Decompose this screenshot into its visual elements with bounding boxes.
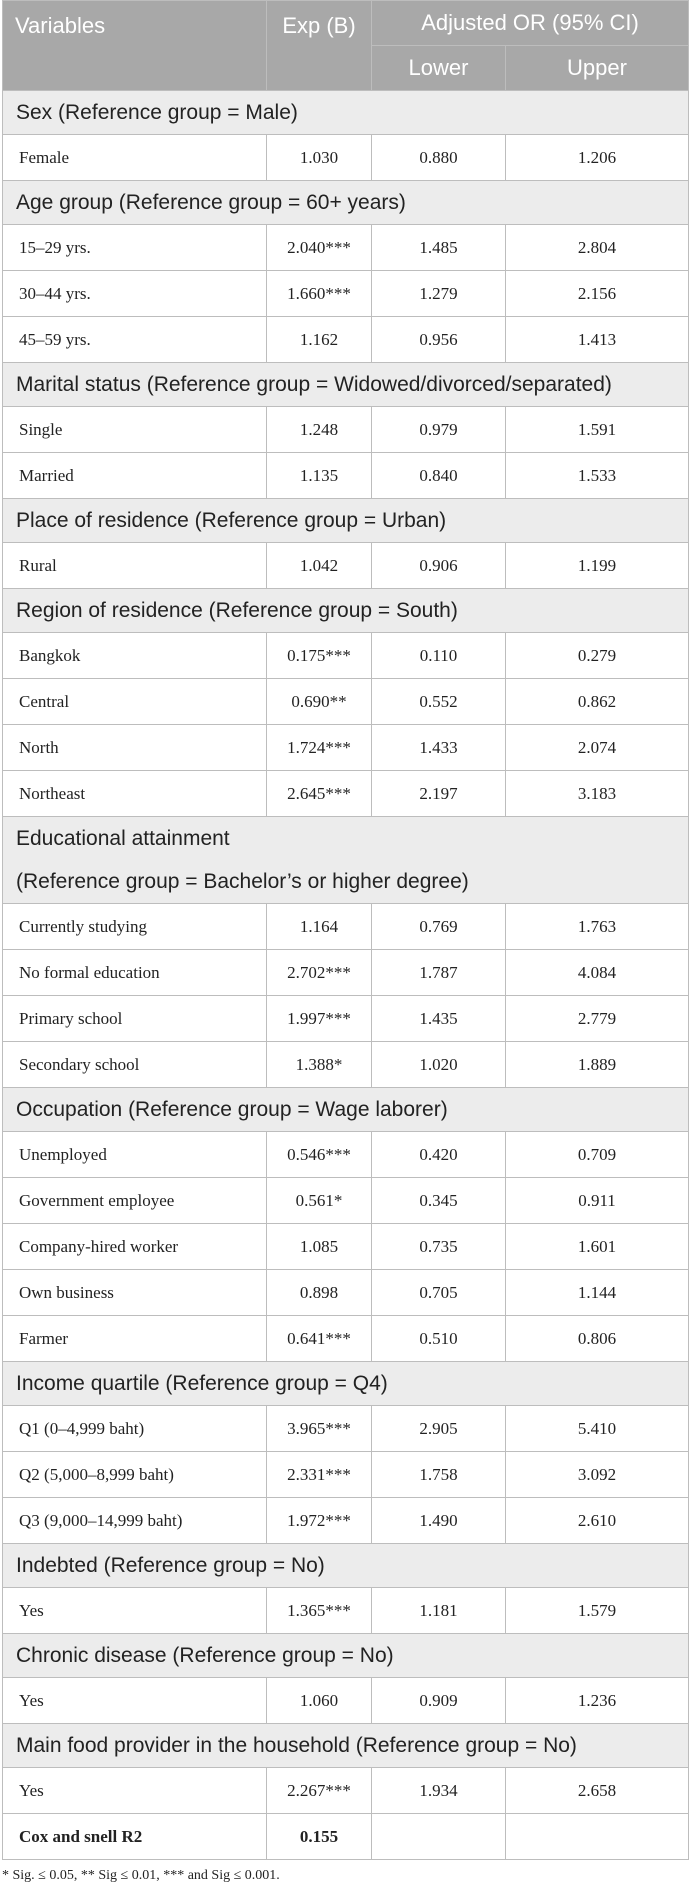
- lower-ci-cell: 0.510: [372, 1316, 506, 1362]
- lower-ci-cell: 0.552: [372, 679, 506, 725]
- section-row: [3, 499, 689, 543]
- exp-b-cell: 1.997***: [267, 996, 372, 1042]
- lower-ci-cell: 1.020: [372, 1042, 506, 1088]
- upper-ci-cell: 1.591: [506, 407, 689, 453]
- table-row: [3, 679, 689, 725]
- section-row: [3, 1362, 689, 1406]
- lower-ci-cell: 0.345: [372, 1178, 506, 1224]
- upper-ci-cell: 0.911: [506, 1178, 689, 1224]
- section-row: [3, 817, 689, 861]
- variable-cell: Q2 (5,000–8,999 baht): [3, 1452, 267, 1498]
- exp-b-cell: 0.546***: [267, 1132, 372, 1178]
- section-label: Occupation (Reference group = Wage laborer): [3, 1088, 689, 1132]
- section-row: [3, 1724, 689, 1768]
- table-body: [3, 91, 689, 1860]
- table-row: [3, 1224, 689, 1270]
- table-row: [3, 996, 689, 1042]
- table-row: [3, 317, 689, 363]
- table-row: [3, 771, 689, 817]
- exp-b-cell: 1.724***: [267, 725, 372, 771]
- lower-ci-cell: 1.758: [372, 1452, 506, 1498]
- variable-cell: Government employee: [3, 1178, 267, 1224]
- lower-ci-cell: 1.490: [372, 1498, 506, 1544]
- lower-ci-cell: 0.110: [372, 633, 506, 679]
- section-label: Educational attainment: [3, 817, 689, 861]
- table-row: [3, 950, 689, 996]
- section-label: Sex (Reference group = Male): [3, 91, 689, 135]
- exp-b-cell: 1.085: [267, 1224, 372, 1270]
- table-row: [3, 1042, 689, 1088]
- exp-b-cell: 0.898: [267, 1270, 372, 1316]
- section-row: [3, 181, 689, 225]
- variable-cell: Northeast: [3, 771, 267, 817]
- variable-cell: Own business: [3, 1270, 267, 1316]
- table-row: [3, 1588, 689, 1634]
- header-adjusted-or: Adjusted OR (95% CI): [372, 1, 689, 46]
- lower-ci-cell: 1.433: [372, 725, 506, 771]
- exp-b-cell: 0.561*: [267, 1178, 372, 1224]
- footnote: * Sig. ≤ 0.05, ** Sig ≤ 0.01, *** and Sig ≤ 0.001.: [2, 1868, 280, 1883]
- upper-ci-cell: 2.658: [506, 1768, 689, 1814]
- upper-ci-cell: 1.199: [506, 543, 689, 589]
- variable-cell: Cox and snell R2: [3, 1814, 267, 1860]
- upper-ci-cell: 1.579: [506, 1588, 689, 1634]
- variable-cell: No formal education: [3, 950, 267, 996]
- lower-ci-cell: 1.934: [372, 1768, 506, 1814]
- table-row: [3, 225, 689, 271]
- table-row: [3, 1316, 689, 1362]
- variable-cell: Rural: [3, 543, 267, 589]
- upper-ci-cell: 4.084: [506, 950, 689, 996]
- variable-cell: Primary school: [3, 996, 267, 1042]
- lower-ci-cell: 1.181: [372, 1588, 506, 1634]
- exp-b-cell: 1.248: [267, 407, 372, 453]
- section-label: Main food provider in the household (Reference group = No): [3, 1724, 689, 1768]
- table-row: [3, 725, 689, 771]
- exp-b-cell: 1.042: [267, 543, 372, 589]
- lower-ci-cell: 0.956: [372, 317, 506, 363]
- section-row: [3, 363, 689, 407]
- upper-ci-cell: 2.156: [506, 271, 689, 317]
- variable-cell: Secondary school: [3, 1042, 267, 1088]
- exp-b-cell: 1.365***: [267, 1588, 372, 1634]
- exp-b-cell: 1.660***: [267, 271, 372, 317]
- variable-cell: Farmer: [3, 1316, 267, 1362]
- table-row: [3, 1498, 689, 1544]
- table-row: [3, 271, 689, 317]
- upper-ci-cell: 0.279: [506, 633, 689, 679]
- upper-ci-cell: 1.601: [506, 1224, 689, 1270]
- exp-b-cell: 0.641***: [267, 1316, 372, 1362]
- variable-cell: Company-hired worker: [3, 1224, 267, 1270]
- table-row: [3, 1132, 689, 1178]
- upper-ci-cell: 2.779: [506, 996, 689, 1042]
- lower-ci-cell: 1.787: [372, 950, 506, 996]
- variable-cell: Yes: [3, 1768, 267, 1814]
- exp-b-cell: 2.331***: [267, 1452, 372, 1498]
- section-row: [3, 589, 689, 633]
- lower-ci-cell: 2.905: [372, 1406, 506, 1452]
- section-row: [3, 1544, 689, 1588]
- lower-ci-cell: 0.705: [372, 1270, 506, 1316]
- exp-b-cell: 0.175***: [267, 633, 372, 679]
- exp-b-cell: 1.164: [267, 904, 372, 950]
- upper-ci-cell: 2.610: [506, 1498, 689, 1544]
- exp-b-cell: 2.040***: [267, 225, 372, 271]
- lower-ci-cell: 0.909: [372, 1678, 506, 1724]
- exp-b-cell: 2.702***: [267, 950, 372, 996]
- upper-ci-cell: 0.709: [506, 1132, 689, 1178]
- variable-cell: Q3 (9,000–14,999 baht): [3, 1498, 267, 1544]
- upper-ci-cell: 5.410: [506, 1406, 689, 1452]
- upper-ci-cell: [506, 1814, 689, 1860]
- header-exp-b: Exp (B): [267, 1, 372, 91]
- table-row: [3, 1768, 689, 1814]
- exp-b-cell: 1.972***: [267, 1498, 372, 1544]
- lower-ci-cell: 1.435: [372, 996, 506, 1042]
- upper-ci-cell: 1.763: [506, 904, 689, 950]
- variable-cell: Yes: [3, 1588, 267, 1634]
- exp-b-cell: 2.645***: [267, 771, 372, 817]
- exp-b-cell: 1.135: [267, 453, 372, 499]
- table-row: [3, 1814, 689, 1860]
- upper-ci-cell: 1.206: [506, 135, 689, 181]
- section-row: [3, 860, 689, 904]
- lower-ci-cell: 0.769: [372, 904, 506, 950]
- variable-cell: Single: [3, 407, 267, 453]
- variable-cell: Central: [3, 679, 267, 725]
- exp-b-cell: 0.155: [267, 1814, 372, 1860]
- lower-ci-cell: [372, 1814, 506, 1860]
- exp-b-cell: 1.162: [267, 317, 372, 363]
- upper-ci-cell: 3.183: [506, 771, 689, 817]
- table-row: [3, 904, 689, 950]
- section-row: [3, 1088, 689, 1132]
- upper-ci-cell: 0.806: [506, 1316, 689, 1362]
- table-row: [3, 1178, 689, 1224]
- lower-ci-cell: 0.420: [372, 1132, 506, 1178]
- table-row: [3, 1678, 689, 1724]
- lower-ci-cell: 2.197: [372, 771, 506, 817]
- upper-ci-cell: 1.533: [506, 453, 689, 499]
- header-lower: Lower: [372, 46, 506, 91]
- section-label: Chronic disease (Reference group = No): [3, 1634, 689, 1678]
- lower-ci-cell: 0.840: [372, 453, 506, 499]
- table-row: [3, 633, 689, 679]
- lower-ci-cell: 0.906: [372, 543, 506, 589]
- table-row: [3, 1406, 689, 1452]
- section-row: [3, 91, 689, 135]
- variable-cell: Female: [3, 135, 267, 181]
- exp-b-cell: 2.267***: [267, 1768, 372, 1814]
- variable-cell: Yes: [3, 1678, 267, 1724]
- upper-ci-cell: 3.092: [506, 1452, 689, 1498]
- variable-cell: Q1 (0–4,999 baht): [3, 1406, 267, 1452]
- table-row: [3, 135, 689, 181]
- upper-ci-cell: 1.413: [506, 317, 689, 363]
- lower-ci-cell: 1.485: [372, 225, 506, 271]
- section-label: Marital status (Reference group = Widowed/divorced/separated): [3, 363, 689, 407]
- exp-b-cell: 3.965***: [267, 1406, 372, 1452]
- variable-cell: Bangkok: [3, 633, 267, 679]
- variable-cell: 45–59 yrs.: [3, 317, 267, 363]
- section-label: Place of residence (Reference group = Urban): [3, 499, 689, 543]
- table-row: [3, 453, 689, 499]
- upper-ci-cell: 1.889: [506, 1042, 689, 1088]
- section-label: Indebted (Reference group = No): [3, 1544, 689, 1588]
- odds-ratio-table: [2, 0, 689, 1860]
- upper-ci-cell: 1.144: [506, 1270, 689, 1316]
- lower-ci-cell: 1.279: [372, 271, 506, 317]
- exp-b-cell: 0.690**: [267, 679, 372, 725]
- variable-cell: Married: [3, 453, 267, 499]
- header-upper: Upper: [506, 46, 689, 91]
- variable-cell: Currently studying: [3, 904, 267, 950]
- table-header: [3, 1, 689, 91]
- table-row: [3, 1452, 689, 1498]
- variable-cell: North: [3, 725, 267, 771]
- section-label: (Reference group = Bachelor’s or higher degree): [3, 860, 689, 904]
- variable-cell: Unemployed: [3, 1132, 267, 1178]
- upper-ci-cell: 2.074: [506, 725, 689, 771]
- lower-ci-cell: 0.735: [372, 1224, 506, 1270]
- exp-b-cell: 1.030: [267, 135, 372, 181]
- table-row: [3, 543, 689, 589]
- table-row: [3, 407, 689, 453]
- section-label: Region of residence (Reference group = South): [3, 589, 689, 633]
- variable-cell: 30–44 yrs.: [3, 271, 267, 317]
- section-label: Income quartile (Reference group = Q4): [3, 1362, 689, 1406]
- section-row: [3, 1634, 689, 1678]
- upper-ci-cell: 0.862: [506, 679, 689, 725]
- lower-ci-cell: 0.979: [372, 407, 506, 453]
- section-label: Age group (Reference group = 60+ years): [3, 181, 689, 225]
- lower-ci-cell: 0.880: [372, 135, 506, 181]
- header-variables: Variables: [3, 1, 267, 91]
- exp-b-cell: 1.388*: [267, 1042, 372, 1088]
- exp-b-cell: 1.060: [267, 1678, 372, 1724]
- upper-ci-cell: 1.236: [506, 1678, 689, 1724]
- variable-cell: 15–29 yrs.: [3, 225, 267, 271]
- upper-ci-cell: 2.804: [506, 225, 689, 271]
- table-row: [3, 1270, 689, 1316]
